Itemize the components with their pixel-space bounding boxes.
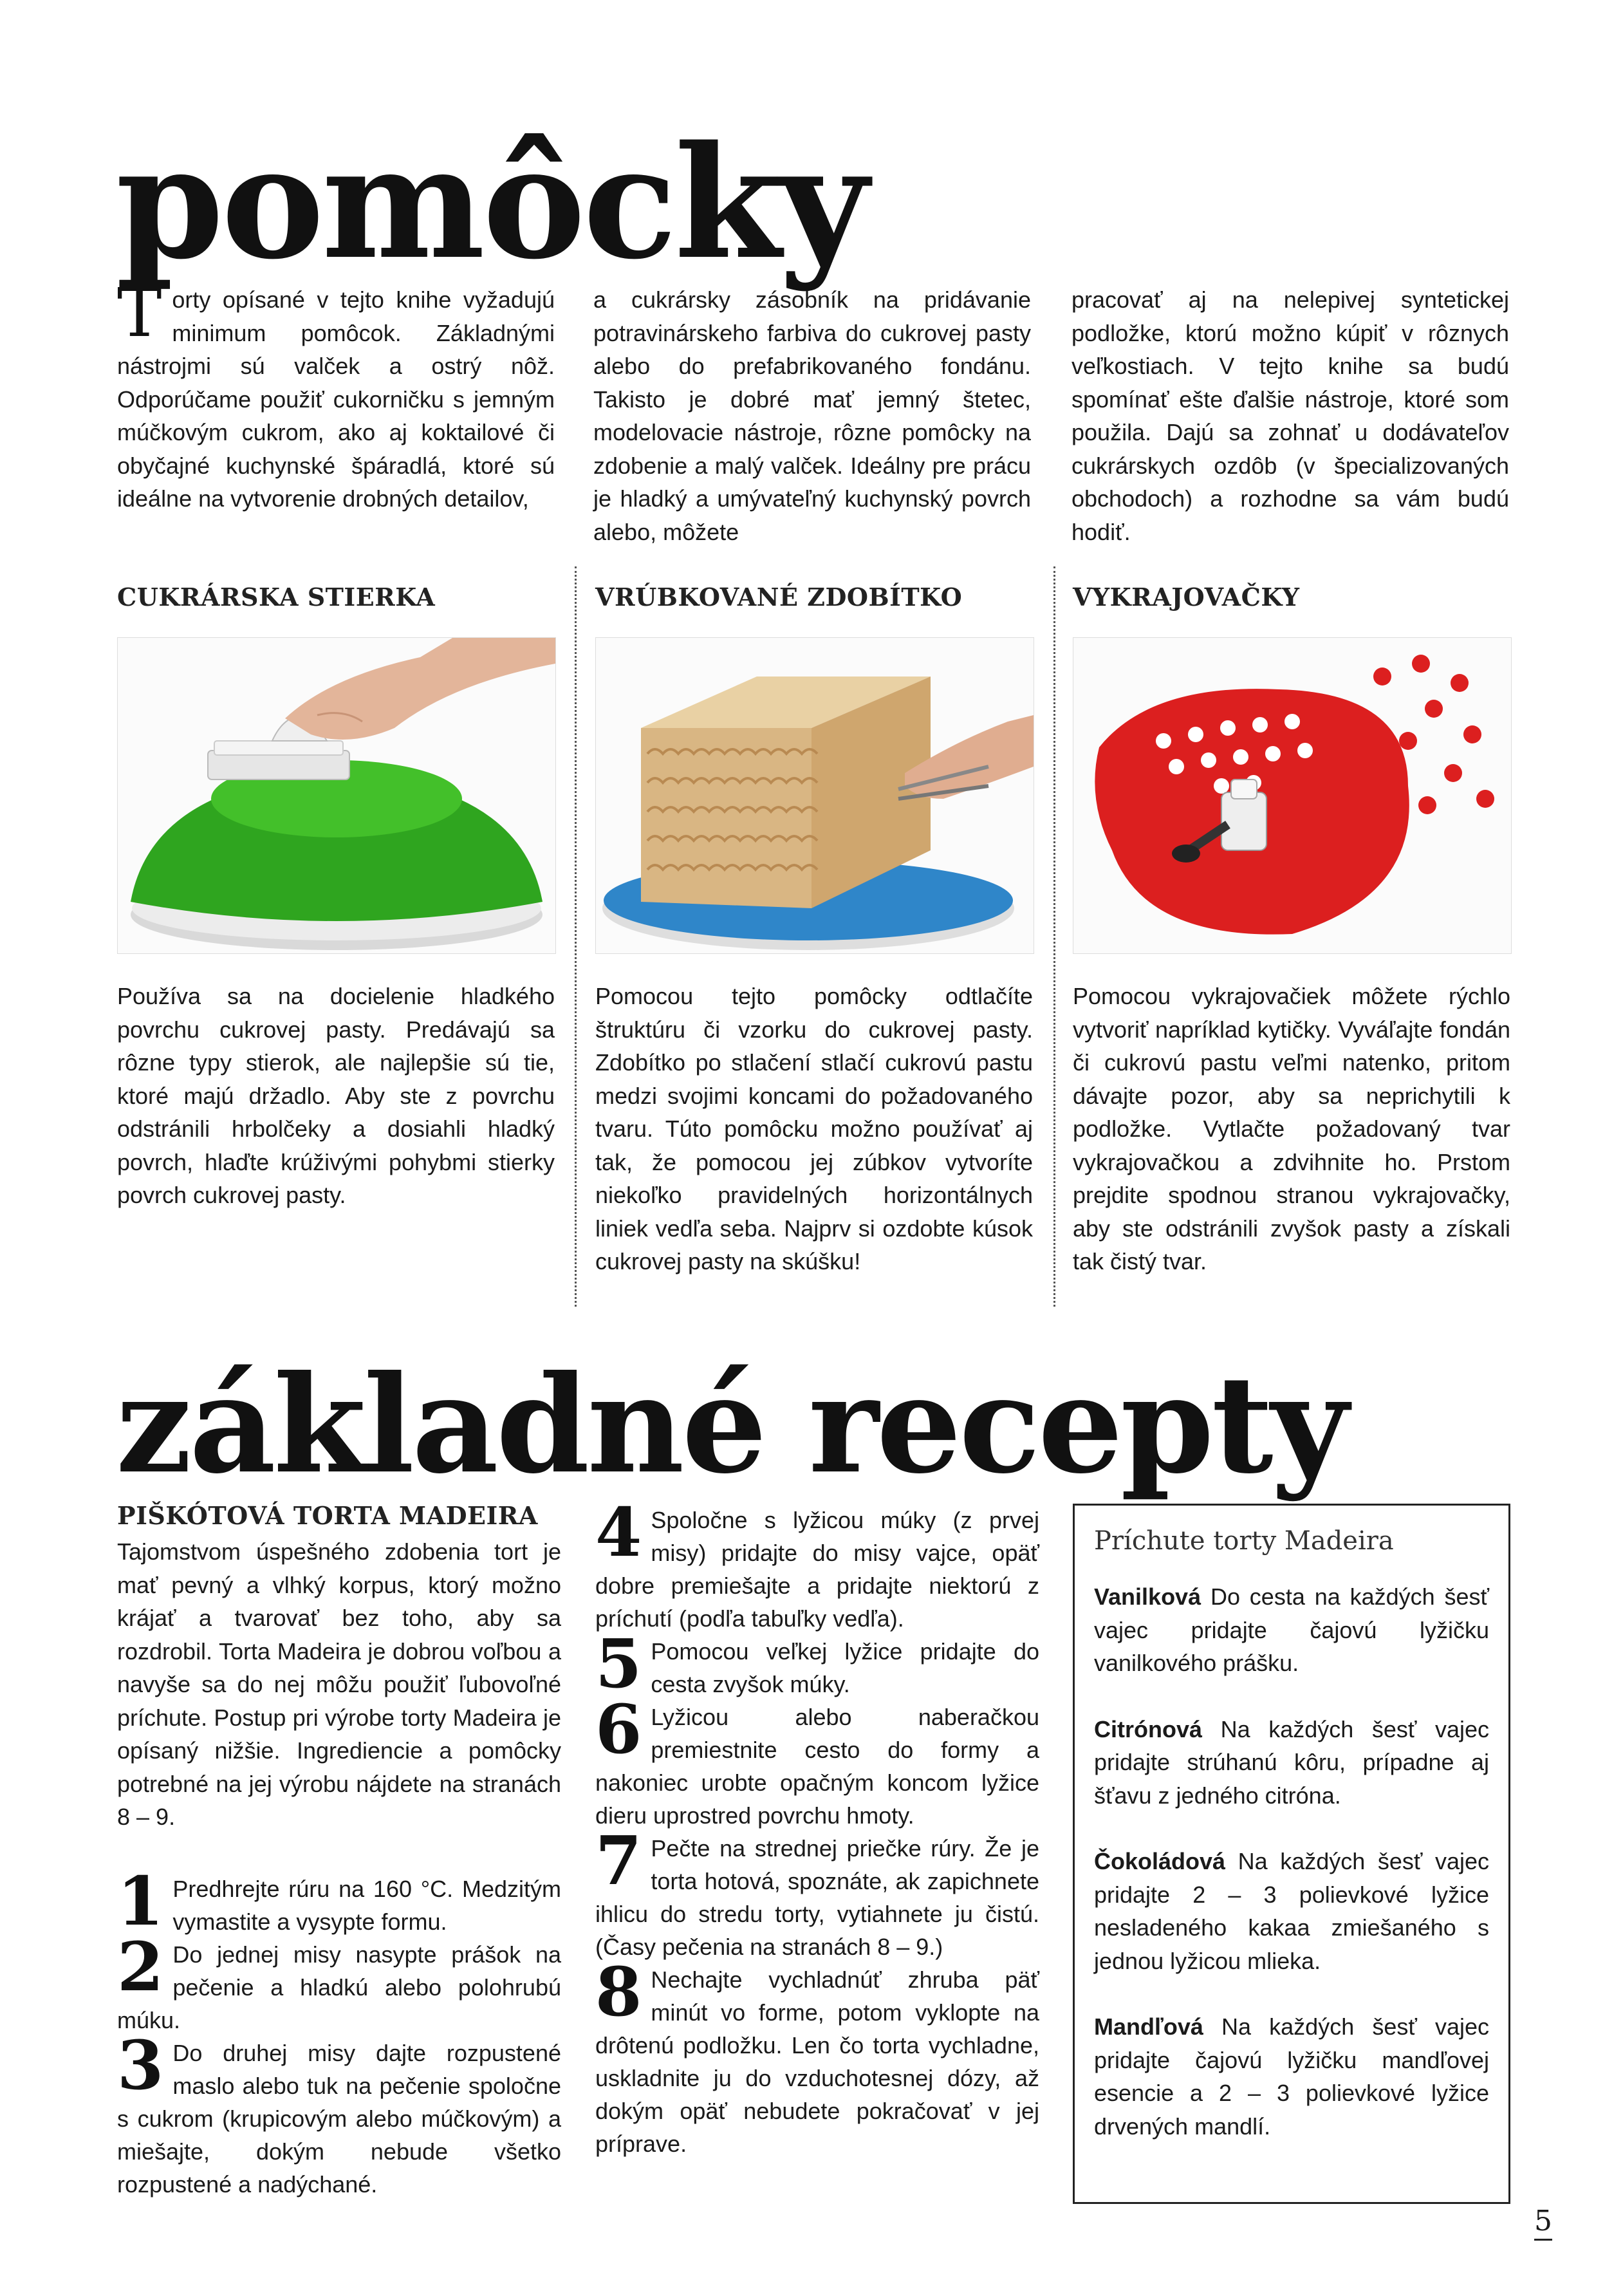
step-number: 4	[595, 1493, 642, 1572]
flavor-text: Do cesta na každých šesť vajec pridajte čajovú lyžičku vanilkového prášku.	[1094, 1583, 1489, 1676]
flavor-item	[1094, 1580, 1489, 1680]
tool-description-crimper: Pomocou tejto pomôcky odtlačíte štruktúru či vzorku do cukrovej pasty. Zdobítko po stlačení stlačí cukrovú pastu medzi svojimi koncami do požadovaného tvaru. Túto pomôcku možno používať aj tak, že pomocou jej zúbkov vytvoríte niekoľko pravidelných horizontálnych liniek vedľa seba. Najprv si ozdobte kúsok cukrovej pasty na skúšku!	[595, 983, 1033, 1274]
flavor-name: Vanilková	[1094, 1583, 1201, 1610]
flavor-name: Mandľová	[1094, 2013, 1203, 2040]
intro-text-1: orty opísané v tejto knihe vyžadujú minimum pomôcok. Základnými nástrojmi sú valček a ostrý nôž. Odporúčame použiť cukorničku s jemným múčkovým cukrom, ako aj koktailové či obyčajné kuchynské špáradlá, ktoré sú ideálne na vytvorenie drobných detailov,	[117, 286, 555, 512]
flavor-item	[1094, 1713, 1489, 1813]
step-number: 7	[595, 1821, 642, 1900]
crimped-cake-illustration	[596, 638, 1034, 953]
tool-heading-cutters: VYKRAJOVAČKY	[1073, 583, 1300, 611]
recipe-intro: Tajomstvom úspešného zdobenia tort je mať pevný a vlhký korpus, ktorý možno krájať a tvarovať bez toho, aby sa rozdrobil. Torta Madeira je dobrou voľbou a navyše sa do nej môžu použiť ľubovoľné príchute. Postup pri výrobe torty Madeira je opísaný nižšie. Ingrediencie a pomôcky potrebné na jej výrobu nájdete na stranách 8 – 9.	[117, 1538, 561, 1830]
recipe-step	[117, 1861, 561, 1941]
tool-description-cutters: Pomocou vykrajovačiek môžete rýchlo vytvoriť napríklad kytičky. Vyváľajte fondán či cukrovú pastu veľmi natenko, pritom dávajte pozor, aby sa neprichytili k podložke. Vytlačte požadovaný tvar vykrajovačkou a zdvihnite ho. Prstom prejdite spodnou stranou vykrajovačky, aby ste odstránili zvyšok pasty a získali tak čistý tvar.	[1073, 983, 1510, 1274]
step-text: Do druhej misy dajte rozpustené maslo alebo tuk na pečenie spoločne s cukrom (krupicovým alebo múčkovým) a miešajte, dokým nebude všetko rozpustené a nadýchané.	[117, 2039, 561, 2198]
column-divider	[575, 566, 577, 1307]
tool-heading-crimper: VRÚBKOVANÉ ZDOBÍTKO	[595, 583, 963, 611]
step-number: 3	[117, 2025, 164, 2105]
red-fondant-illustration	[1073, 638, 1511, 953]
step-text: Lyžicou alebo naberačkou premiestnite cesto do formy a nakoniec urobte opačným koncom lyžice dieru uprostred povrchu hmoty.	[595, 1704, 1039, 1829]
tool-description-spatula: Používa sa na docielenie hladkého povrchu cukrovej pasty. Predávajú sa rôzne typy stierok, ale najlepšie sú tie, ktoré majú držadlo. Aby ste z povrchu odstránili hrbolčeky a dosiahli hladký povrch, hlaďte krúživými pohybmi stierky povrch cukrovej pasty.	[117, 983, 555, 1208]
flavor-name: Citrónová	[1094, 1715, 1203, 1742]
tool-heading-spatula: CUKRÁRSKA STIERKA	[117, 583, 436, 611]
recipe-column-2	[595, 1493, 1039, 2160]
flavor-text: Na každých šesť vajec pridajte čajovú lyžičku mandľovej esencie a 2 – 3 polievkové lyžice drvených mandlí.	[1094, 2013, 1489, 2140]
page-number: 5	[1534, 2205, 1552, 2241]
step-text: Nechajte vychladnúť zhruba päť minút vo forme, potom vyklopte na drôtenú podložku. Len čo torta vychladne, uskladnite ju do vzduchotesnej dózy, až dokým opäť nebudete pokračovať v jej príprave.	[595, 1966, 1039, 2157]
recipe-step	[595, 1821, 1039, 1963]
step-text: Pomocou veľkej lyžice pridajte do cesta zvyšok múky.	[651, 1638, 1039, 1697]
section-title-recipes: základné recepty	[116, 1347, 1346, 1504]
recipe-step	[117, 2025, 561, 2201]
flavor-text: Na každých šesť vajec pridajte strúhanú kôru, prípadne aj šťavu z jedného citróna.	[1094, 1715, 1489, 1809]
flavor-name: Čokoládová	[1094, 1848, 1226, 1874]
recipe-step	[117, 1927, 561, 2037]
cutters-photo	[1073, 637, 1512, 954]
flavor-item	[1094, 1845, 1489, 1977]
intro-column-1	[117, 274, 555, 516]
crimper-photo	[595, 637, 1034, 954]
step-text: Do jednej misy nasypte prášok na pečenie a hladkú alebo polohrubú múku.	[117, 1941, 561, 2033]
section-title-tools: pomôcky	[116, 112, 866, 294]
intro-column-3	[1071, 283, 1509, 548]
flavors-box	[1073, 1504, 1510, 2204]
flavor-text: Na každých šesť vajec pridajte 2 – 3 polievkové lyžice nesladeného kakaa zmiešaného s jednou lyžicou mlieka.	[1094, 1848, 1489, 1974]
intro-column-2	[593, 283, 1031, 548]
step-number: 6	[595, 1690, 642, 1769]
column-divider	[1053, 566, 1055, 1307]
step-text: Pečte na strednej priečke rúry. Že je torta hotová, spoznáte, ak zapichnete ihlicu do stredu torty, vytiahnete ju čistú. (Časy pečenia na stranách 8 – 9.)	[595, 1835, 1039, 1960]
recipe-step	[595, 1493, 1039, 1635]
step-number: 5	[595, 1624, 642, 1703]
green-cake-illustration	[118, 638, 555, 953]
step-number: 8	[595, 1952, 642, 2031]
recipe-step	[595, 1952, 1039, 2160]
drop-cap: T	[117, 274, 162, 352]
step-text: Spoločne s lyžicou múky (z prvej misy) pridajte do misy vajce, opäť dobre premiešajte a pridajte niektorú z príchutí (podľa tabuľky vedľa).	[595, 1507, 1039, 1632]
recipe-heading: PIŠKÓTOVÁ TORTA MADEIRA	[117, 1501, 538, 1530]
spatula-photo	[117, 637, 556, 954]
flavors-box-title: Príchute torty Madeira	[1094, 1526, 1394, 1556]
recipe-step	[595, 1624, 1039, 1703]
flavor-item	[1094, 2010, 1489, 2143]
intro-text-3: pracovať aj na nelepivej syntetickej podložke, ktorú možno kúpiť v rôznych veľkostiach. V tejto knihe sa budú spomínať ešte ďalšie nástroje, ktoré som použila. Dajú sa zohnať u dodávateľov cukrárskych ozdôb (v špecializovaných obchodoch) a rozhodne sa vám budú hodiť.	[1071, 286, 1509, 545]
step-text: Predhrejte rúru na 160 °C. Medzitým vymastite a vysypte formu.	[172, 1875, 561, 1935]
step-number: 2	[117, 1927, 164, 2006]
recipe-step	[595, 1690, 1039, 1832]
step-number: 1	[117, 1861, 164, 1941]
recipe-column-1	[117, 1501, 561, 2201]
intro-text-2: a cukrársky zásobník na pridávanie potravinárskeho farbiva do cukrovej pasty alebo do prefabrikovaného fondánu. Takisto je dobré mať jemný štetec, modelovacie nástroje, rôzne pomôcky na zdobenie a malý valček. Ideálny pre prácu je hladký a umývateľný kuchynský povrch alebo, môžete	[593, 286, 1031, 545]
